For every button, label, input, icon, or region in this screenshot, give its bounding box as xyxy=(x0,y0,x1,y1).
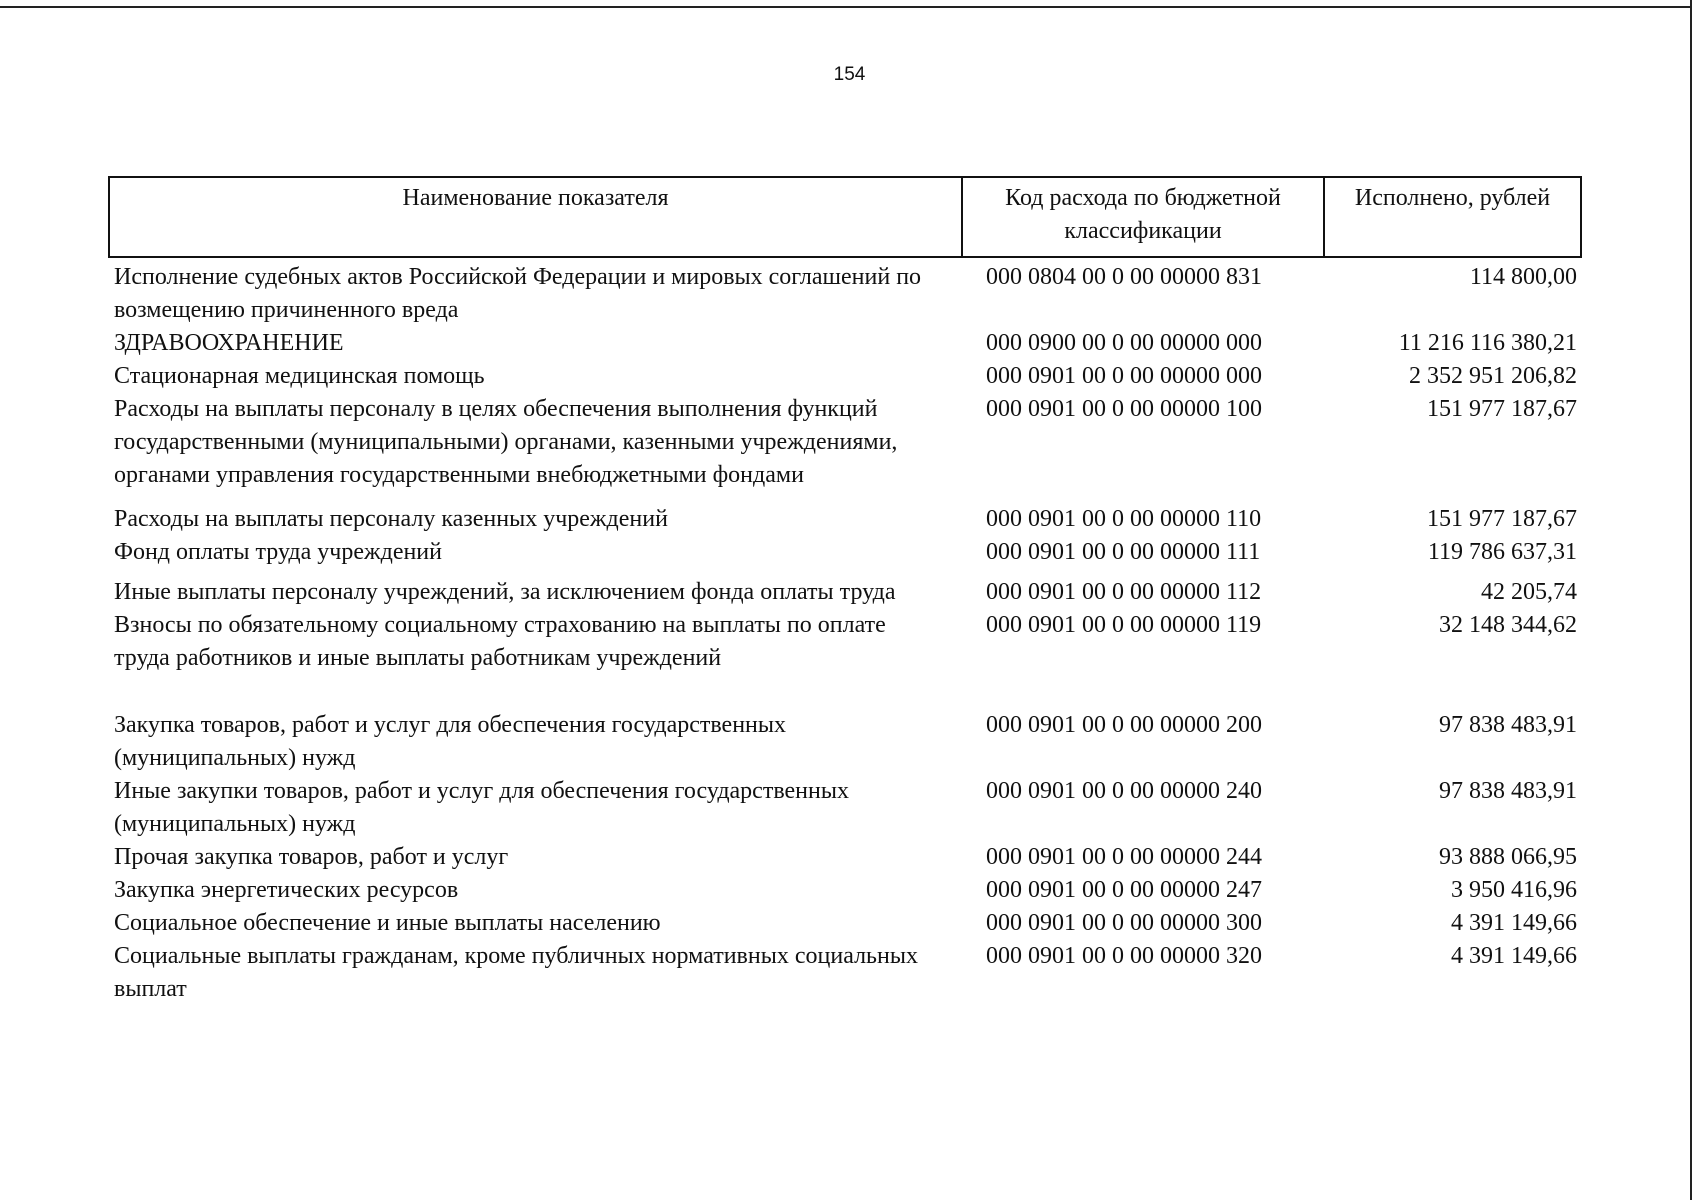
row-amount: 3 950 416,96 xyxy=(1451,877,1577,903)
table-row xyxy=(109,609,1581,709)
table-row xyxy=(109,841,1581,874)
row-name: Закупка товаров, работ и услуг для обеспечения государственных (муниципальных) нужд xyxy=(114,712,787,771)
table-row xyxy=(109,907,1581,940)
row-code: 000 0901 00 0 00 00000 244 xyxy=(986,844,1262,870)
row-code: 000 0901 00 0 00 00000 240 xyxy=(986,778,1262,804)
header-amount: Исполнено, рублей xyxy=(1324,177,1581,257)
row-amount: 11 216 116 380,21 xyxy=(1398,330,1577,356)
row-amount: 4 391 149,66 xyxy=(1451,910,1577,936)
table-row xyxy=(109,360,1581,393)
header-code: Код расхода по бюджетной классификации xyxy=(962,177,1324,257)
table-row xyxy=(109,775,1581,841)
row-code: 000 0901 00 0 00 00000 320 xyxy=(986,943,1262,969)
header-row xyxy=(109,177,1581,257)
table-row xyxy=(109,327,1581,360)
row-amount: 4 391 149,66 xyxy=(1451,943,1577,969)
row-code: 000 0804 00 0 00 00000 831 xyxy=(986,264,1262,290)
row-code: 000 0901 00 0 00 00000 200 xyxy=(986,712,1262,738)
row-code: 000 0900 00 0 00 00000 000 xyxy=(986,330,1262,356)
table-row xyxy=(109,874,1581,907)
table-header xyxy=(109,177,1581,257)
row-amount: 114 800,00 xyxy=(1469,264,1577,290)
row-amount: 93 888 066,95 xyxy=(1439,844,1577,870)
row-name: Фонд оплаты труда учреждений xyxy=(114,539,442,565)
row-name: Взносы по обязательному социальному страхованию на выплаты по оплате труда работников и иные выплаты работникам учреждений xyxy=(114,612,886,671)
row-code: 000 0901 00 0 00 00000 112 xyxy=(986,579,1262,605)
table-row xyxy=(109,257,1581,327)
table-row xyxy=(109,503,1581,536)
row-name: Иные выплаты персоналу учреждений, за исключением фонда оплаты труда xyxy=(114,579,896,605)
table-row xyxy=(109,393,1581,503)
row-amount: 2 352 951 206,82 xyxy=(1409,363,1577,389)
row-name: Расходы на выплаты персоналу казенных учреждений xyxy=(114,506,668,532)
row-code: 000 0901 00 0 00 00000 000 xyxy=(986,363,1262,389)
table-body xyxy=(109,257,1581,1006)
table-row xyxy=(109,709,1581,775)
header-name: Наименование показателя xyxy=(109,177,962,257)
row-name: Социальное обеспечение и иные выплаты населению xyxy=(114,910,661,936)
row-name: ЗДРАВООХРАНЕНИЕ xyxy=(114,330,344,356)
row-amount: 151 977 187,67 xyxy=(1427,506,1577,532)
row-amount: 42 205,74 xyxy=(1481,579,1577,605)
row-code: 000 0901 00 0 00 00000 300 xyxy=(986,910,1262,936)
row-amount: 119 786 637,31 xyxy=(1427,539,1577,565)
row-name: Прочая закупка товаров, работ и услуг xyxy=(114,844,509,870)
row-name: Расходы на выплаты персоналу в целях обеспечения выполнения функций государственными (муниципальными) органами, казенными учреждениями, органами управления государственными внебюджетными фондами xyxy=(114,396,898,488)
row-amount: 97 838 483,91 xyxy=(1439,712,1577,738)
row-amount: 32 148 344,62 xyxy=(1439,612,1577,638)
table-row xyxy=(109,536,1581,569)
row-name: Стационарная медицинская помощь xyxy=(114,363,485,389)
table-row xyxy=(109,940,1581,1006)
right-border-line xyxy=(1690,0,1692,1200)
page-number: 154 xyxy=(833,64,866,85)
row-name: Иные закупки товаров, работ и услуг для обеспечения государственных (муниципальных) нужд xyxy=(114,778,849,837)
row-amount: 151 977 187,67 xyxy=(1427,396,1577,422)
row-code: 000 0901 00 0 00 00000 110 xyxy=(986,506,1262,532)
row-code: 000 0901 00 0 00 00000 247 xyxy=(986,877,1262,903)
row-code: 000 0901 00 0 00 00000 100 xyxy=(986,396,1262,422)
top-border-line xyxy=(0,6,1690,8)
row-amount: 97 838 483,91 xyxy=(1439,778,1577,804)
row-name: Исполнение судебных актов Российской Федерации и мировых соглашений по возмещению причиненного вреда xyxy=(114,264,922,323)
row-name: Социальные выплаты гражданам, кроме публичных нормативных социальных выплат xyxy=(114,943,918,1002)
row-name: Закупка энергетических ресурсов xyxy=(114,877,459,903)
row-code: 000 0901 00 0 00 00000 111 xyxy=(986,539,1261,565)
budget-execution-table xyxy=(108,176,1582,1006)
table-row xyxy=(109,569,1581,609)
row-code: 000 0901 00 0 00 00000 119 xyxy=(986,612,1262,638)
